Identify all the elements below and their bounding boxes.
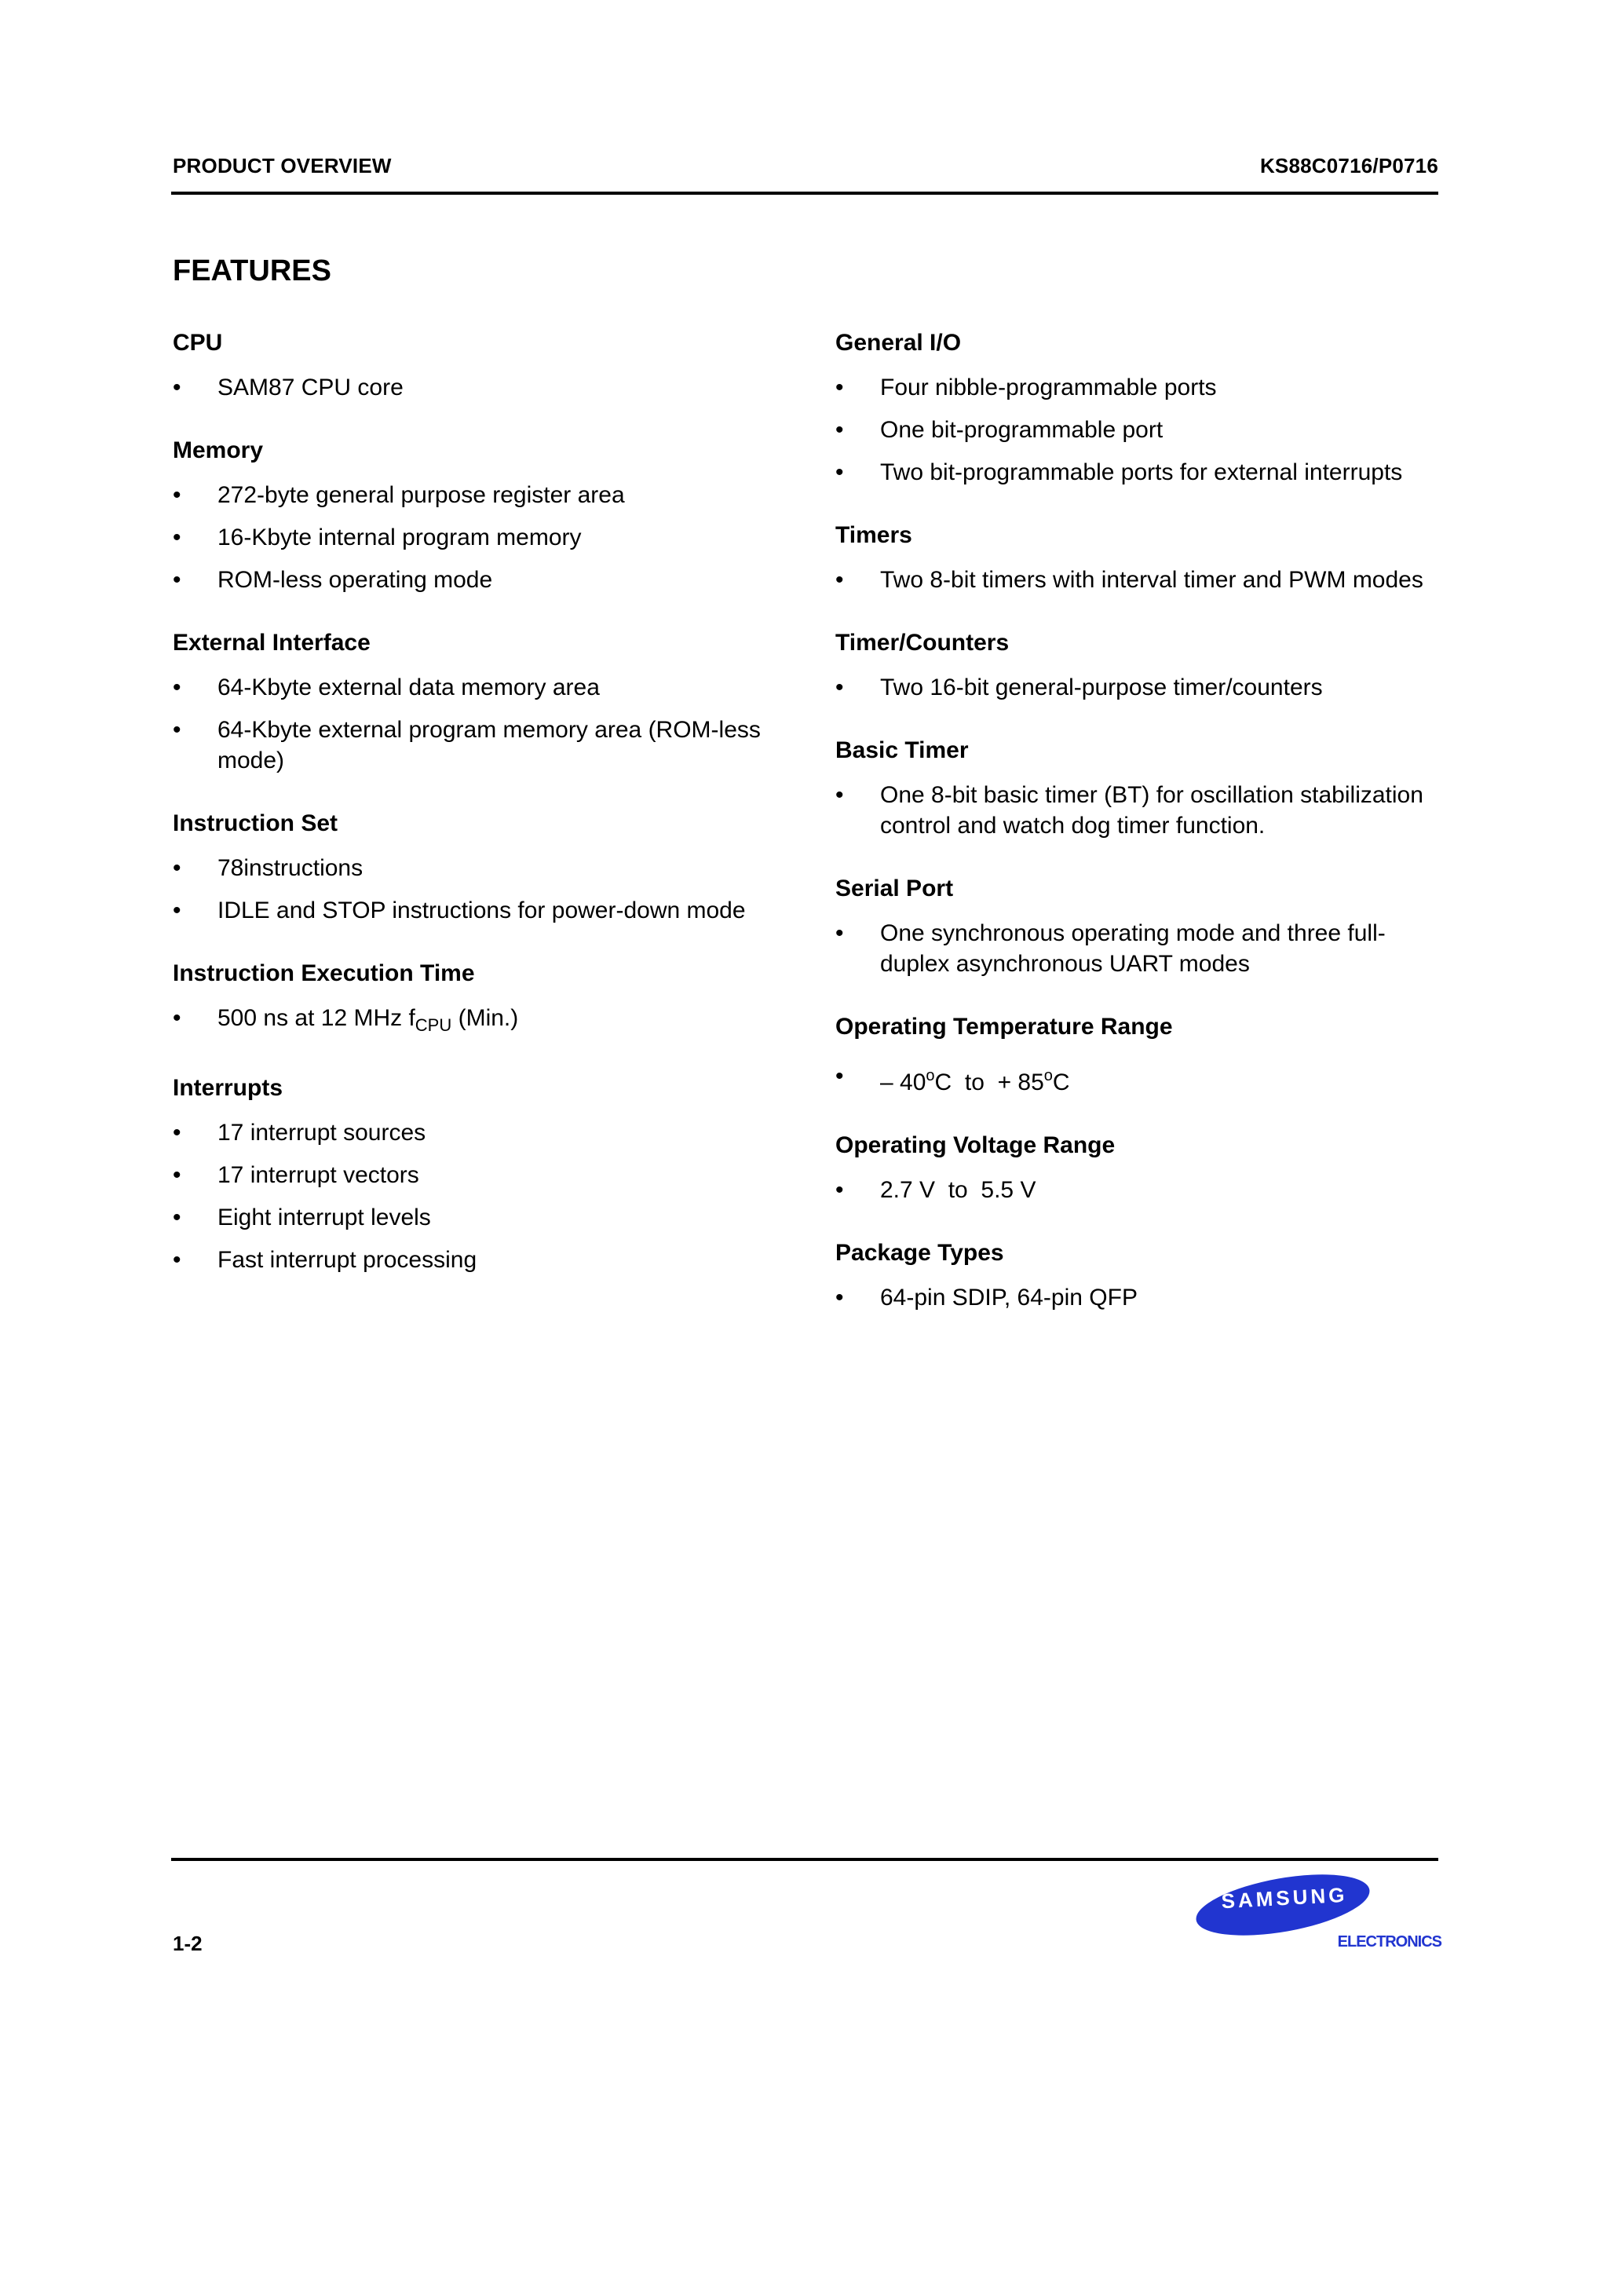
item-text-suffix: (Min.) [451,1005,519,1031]
section-heading: External Interface [173,630,371,656]
section-heading: CPU [173,330,223,356]
bullet-list [835,780,1432,841]
list-item [173,715,769,776]
header-section-title: PRODUCT OVERVIEW [173,154,392,177]
bullet-icon: • [173,567,181,593]
section-heading: Timers [835,522,912,548]
item-text: 272-byte general purpose register area [217,482,625,508]
list-item [835,1056,1432,1098]
bullet-icon: • [835,920,844,946]
item-text: SAM87 CPU core [217,375,404,400]
section-basic-timer [835,734,1432,841]
section-cpu [173,327,769,403]
bullet-icon: • [835,1063,844,1089]
temp-unit: C [1052,1069,1070,1095]
bullet-icon: • [173,675,181,700]
header-rule [171,192,1438,195]
list-item [173,1245,769,1275]
temp-unit: C [934,1069,952,1095]
item-text: 17 interrupt vectors [217,1162,419,1188]
section-operating-voltage [835,1129,1432,1205]
item-text: One synchronous operating mode and three full-duplex asynchronous UART modes [880,920,1386,977]
section-timer-counters [835,627,1432,703]
item-text: ROM-less operating mode [217,567,493,593]
temp-to: to [964,1069,985,1095]
bullet-icon: • [173,1247,181,1273]
item-text: Fast interrupt processing [217,1247,477,1273]
list-item [173,1202,769,1233]
list-item [173,853,769,883]
samsung-logo [1190,1869,1441,1954]
item-text: 64-Kbyte external program memory area (ROM-less mode) [217,717,761,773]
section-operating-temperature [835,1011,1432,1098]
section-heading: Basic Timer [835,737,969,763]
bullet-icon: • [173,1162,181,1188]
temp-low: – 40 [880,1069,926,1095]
item-text: Two bit-programmable ports for external interrupts [880,459,1403,485]
bullet-icon: • [173,375,181,400]
section-heading: Operating Voltage Range [835,1132,1116,1158]
list-item [835,1175,1432,1205]
item-text: 16-Kbyte internal program memory [217,525,582,550]
item-text: 500 ns at 12 MHz f [217,1005,415,1031]
list-item [173,1117,769,1148]
section-heading: Interrupts [173,1075,283,1101]
item-text: One bit-programmable port [880,417,1164,443]
bullet-icon: • [835,567,844,593]
item-text: Four nibble-programmable ports [880,375,1217,400]
temp-high: + 85 [997,1069,1044,1095]
section-heading: Memory [173,437,264,463]
item-text: Two 16-bit general-purpose timer/counters [880,675,1323,700]
bullet-list [173,853,769,926]
bullet-icon: • [835,459,844,485]
bullet-list [173,1117,769,1275]
list-item [173,895,769,926]
logo-subtitle: ELECTRONICS [1337,1933,1441,1951]
item-text: IDLE and STOP instructions for power-down mode [217,898,746,923]
bullet-list [835,1282,1432,1313]
footer-rule [171,1858,1438,1861]
bullet-icon: • [173,898,181,923]
bullet-list [835,1056,1432,1098]
section-general-io [835,327,1432,488]
section-heading: Instruction Execution Time [173,960,475,986]
bullet-list [835,565,1432,595]
page-title: FEATURES [173,254,331,287]
features-left-column [173,327,769,1307]
item-text: Eight interrupt levels [217,1205,431,1230]
section-package-types [835,1237,1432,1313]
bullet-list [173,372,769,403]
bullet-list [173,480,769,595]
section-instruction-set [173,807,769,926]
bullet-list [835,672,1432,703]
bullet-icon: • [173,525,181,550]
list-item [173,1160,769,1190]
list-item [173,672,769,703]
section-memory [173,434,769,595]
item-text: 64-Kbyte external data memory area [217,675,600,700]
bullet-list [173,1003,769,1040]
logo-wordmark: SAMSUNG [1220,1882,1349,1914]
features-right-column [835,327,1432,1344]
section-timers [835,519,1432,595]
item-text: 78instructions [217,855,363,881]
item-text: Two 8-bit timers with interval timer and PWM modes [880,567,1423,593]
bullet-list [835,918,1432,979]
section-heading: Timer/Counters [835,630,1010,656]
bullet-list [173,672,769,776]
degree-symbol: o [1043,1067,1053,1084]
bullet-icon: • [173,717,181,743]
bullet-icon: • [835,675,844,700]
list-item [173,565,769,595]
item-text: 17 interrupt sources [217,1120,426,1146]
bullet-icon: • [173,1120,181,1146]
header-part-number: KS88C0716/P0716 [1259,154,1438,177]
bullet-icon: • [173,1005,181,1031]
section-heading: Package Types [835,1240,1004,1266]
section-external-interface [173,627,769,776]
section-instruction-execution-time [173,957,769,1040]
list-item [173,480,769,510]
bullet-icon: • [835,417,844,443]
list-item [835,780,1432,841]
bullet-icon: • [173,482,181,508]
list-item [835,372,1432,403]
item-text: 2.7 V to 5.5 V [880,1177,1036,1203]
section-heading: General I/O [835,330,962,356]
list-item [835,672,1432,703]
list-item [173,1003,769,1040]
section-heading: Serial Port [835,876,954,901]
degree-symbol: o [926,1067,935,1084]
bullet-icon: • [173,855,181,881]
subscript-cpu: CPU [415,1015,452,1035]
item-text: One 8-bit basic timer (BT) for oscillation stabilization control and watch dog timer function. [880,782,1423,839]
list-item [835,1282,1432,1313]
bullet-list [835,1175,1432,1205]
list-item [835,415,1432,445]
section-serial-port [835,872,1432,979]
item-text: 64-pin SDIP, 64-pin QFP [880,1285,1138,1311]
list-item [835,918,1432,979]
section-heading: Operating Temperature Range [835,1014,1173,1040]
section-heading: Instruction Set [173,810,338,836]
bullet-icon: • [835,375,844,400]
bullet-icon: • [835,782,844,808]
bullet-list [835,372,1432,488]
list-item [835,565,1432,595]
list-item [835,457,1432,488]
bullet-icon: • [835,1177,844,1203]
list-item [173,372,769,403]
bullet-icon: • [173,1205,181,1230]
section-interrupts [173,1072,769,1275]
bullet-icon: • [835,1285,844,1311]
list-item [173,522,769,553]
page-number: 1-2 [173,1932,203,1955]
